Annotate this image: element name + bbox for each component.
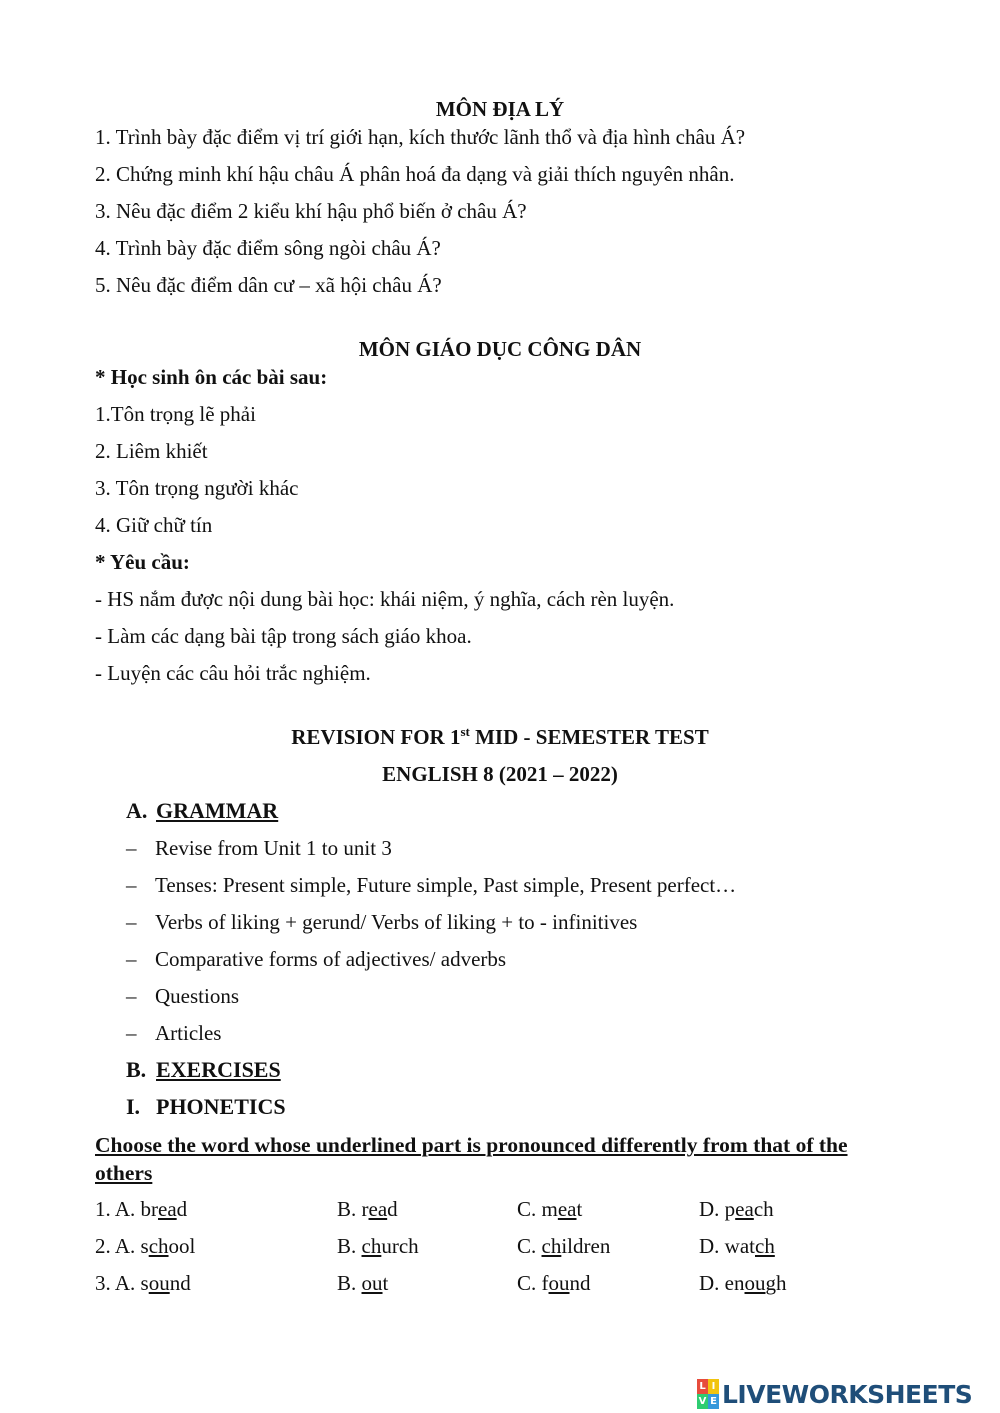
phonetics-option-c[interactable]: [517, 1196, 582, 1222]
section-title: EXERCISES: [156, 1057, 281, 1082]
option-letter: C.: [517, 1234, 542, 1258]
underlined-part: ou: [148, 1271, 170, 1295]
word-part: ch: [753, 1197, 774, 1221]
phonetics-option-d[interactable]: [699, 1196, 774, 1222]
section-phonetics-heading: [126, 1094, 286, 1120]
word-part: s: [140, 1271, 149, 1295]
dash-bullet: –: [126, 836, 137, 860]
grammar-item: [126, 983, 239, 1009]
underlined-part: ea: [557, 1197, 577, 1221]
dash-bullet: –: [126, 984, 137, 1008]
badge-letter: E: [708, 1394, 719, 1409]
dash-bullet: –: [126, 910, 137, 934]
section-label: A.: [126, 798, 148, 823]
grammar-item: [126, 835, 392, 861]
word-part: f: [541, 1271, 549, 1295]
english-title-post: MID - SEMESTER TEST: [469, 725, 709, 749]
word-part: wat: [724, 1234, 755, 1258]
civics-requirement: - HS nắm được nội dung bài học: khái niệm, ý nghĩa, cách rèn luyện.: [95, 587, 675, 611]
section-grammar-heading: [126, 798, 278, 824]
grammar-item-text: Verbs of liking + gerund/ Verbs of liking + to - infinitives: [155, 910, 638, 934]
english-subtitle: ENGLISH 8 (2021 – 2022): [382, 762, 618, 786]
geography-item: 2. Chứng minh khí hậu châu Á phân hoá đa dạng và giải thích nguyên nhân.: [95, 162, 735, 186]
word-part: m: [541, 1197, 558, 1221]
option-letter: C.: [517, 1271, 542, 1295]
grammar-item-text: Comparative forms of adjectives/ adverbs: [155, 947, 507, 971]
geography-item: 1. Trình bày đặc điểm vị trí giới hạn, kích thước lãnh thổ và địa hình châu Á?: [95, 125, 746, 149]
underlined-part: ea: [735, 1197, 754, 1221]
phonetics-question: [95, 1233, 915, 1259]
question-number: 2. A.: [95, 1234, 141, 1258]
geography-item: 3. Nêu đặc điểm 2 kiểu khí hậu phổ biến ở châu Á?: [95, 199, 527, 223]
grammar-item-text: Questions: [155, 984, 239, 1008]
option-letter: D.: [699, 1234, 725, 1258]
underlined-part: ou: [361, 1271, 383, 1295]
underlined-part: ch: [755, 1234, 775, 1258]
civics-requirements-heading: * Yêu cầu:: [95, 550, 190, 574]
english-title: [0, 724, 1000, 750]
section-title: PHONETICS: [156, 1094, 286, 1119]
badge-letter: I: [708, 1379, 719, 1394]
phonetics-option-d[interactable]: [699, 1270, 787, 1296]
grammar-item: [126, 872, 736, 898]
section-title: GRAMMAR: [156, 798, 279, 823]
civics-requirement: - Luyện các câu hỏi trắc nghiệm.: [95, 661, 371, 685]
dash-bullet: –: [126, 947, 137, 971]
word-part: r: [361, 1197, 369, 1221]
phonetics-option-a[interactable]: [95, 1270, 191, 1296]
geography-item: 5. Nêu đặc điểm dân cư – xã hội châu Á?: [95, 273, 442, 297]
civics-requirement: - Làm các dạng bài tập trong sách giáo khoa.: [95, 624, 472, 648]
option-letter: D.: [699, 1271, 725, 1295]
word-part: urch: [381, 1234, 419, 1258]
word-part: s: [140, 1234, 149, 1258]
underlined-part: ea: [158, 1197, 177, 1221]
question-number: 1. A.: [95, 1197, 141, 1221]
badge-letter: V: [698, 1396, 707, 1407]
badge-letter: L: [697, 1379, 708, 1394]
option-letter: C.: [517, 1197, 542, 1221]
option-letter: B.: [337, 1234, 362, 1258]
dash-bullet: –: [126, 1021, 137, 1045]
word-part: nd: [169, 1271, 191, 1295]
english-title-pre: REVISION FOR 1: [291, 725, 461, 749]
grammar-item: [126, 909, 637, 935]
civics-title: MÔN GIÁO DỤC CÔNG DÂN: [358, 337, 642, 361]
word-part: ool: [168, 1234, 196, 1258]
civics-lesson: 2. Liêm khiết: [95, 439, 208, 463]
phonetics-instruction: Choose the word whose underlined part is pronounced differently from that of the others: [95, 1133, 848, 1185]
liveworksheets-logo: [697, 1378, 972, 1410]
phonetics-question: [95, 1196, 915, 1222]
word-part: en: [724, 1271, 745, 1295]
civics-lesson: 4. Giữ chữ tín: [95, 513, 213, 537]
liveworksheets-wordmark: LIVEWORKSHEETS: [722, 1379, 973, 1409]
grammar-item: [126, 946, 506, 972]
geography-title: MÔN ĐỊA LÝ: [435, 97, 565, 121]
phonetics-question: [95, 1270, 915, 1296]
word-part: nd: [569, 1271, 591, 1295]
grammar-item-text: Articles: [155, 1021, 222, 1045]
liveworksheets-badge-icon: [697, 1379, 719, 1409]
word-part: d: [387, 1197, 398, 1221]
phonetics-option-b[interactable]: [337, 1196, 398, 1222]
word-part: br: [140, 1197, 159, 1221]
underlined-part: ou: [548, 1271, 570, 1295]
civics-lessons-heading: * Học sinh ôn các bài sau:: [95, 365, 328, 389]
phonetics-option-c[interactable]: [517, 1233, 610, 1259]
grammar-item-text: Revise from Unit 1 to unit 3: [155, 836, 392, 860]
civics-lesson: 1.Tôn trọng lẽ phải: [95, 402, 256, 426]
underlined-part: ch: [541, 1234, 562, 1258]
option-letter: B.: [337, 1271, 362, 1295]
dash-bullet: –: [126, 873, 137, 897]
word-part: p: [724, 1197, 736, 1221]
word-part: d: [176, 1197, 188, 1221]
civics-lesson: 3. Tôn trọng người khác: [95, 476, 299, 500]
english-title-sup: st: [460, 724, 470, 739]
section-label: I.: [126, 1094, 141, 1119]
phonetics-option-b[interactable]: [337, 1270, 388, 1296]
word-part: ildren: [561, 1234, 611, 1258]
grammar-item: [126, 1020, 221, 1046]
word-part: t: [576, 1197, 583, 1221]
underlined-part: ou: [744, 1271, 766, 1295]
phonetics-option-a[interactable]: [95, 1233, 195, 1259]
underlined-part: ea: [368, 1197, 388, 1221]
phonetics-option-c[interactable]: [517, 1270, 591, 1296]
underlined-part: ch: [148, 1234, 169, 1258]
option-letter: B.: [337, 1197, 362, 1221]
phonetics-option-b[interactable]: [337, 1233, 419, 1259]
grammar-item-text: Tenses: Present simple, Future simple, Past simple, Present perfect…: [155, 873, 737, 897]
geography-item: 4. Trình bày đặc điểm sông ngòi châu Á?: [95, 236, 441, 260]
underlined-part: ch: [361, 1234, 382, 1258]
word-part: t: [382, 1271, 389, 1295]
phonetics-option-a[interactable]: [95, 1196, 187, 1222]
section-exercises-heading: [126, 1057, 281, 1083]
option-letter: D.: [699, 1197, 725, 1221]
section-label: B.: [126, 1057, 147, 1082]
question-number: 3. A.: [95, 1271, 141, 1295]
word-part: gh: [765, 1271, 787, 1295]
phonetics-option-d[interactable]: [699, 1233, 775, 1259]
